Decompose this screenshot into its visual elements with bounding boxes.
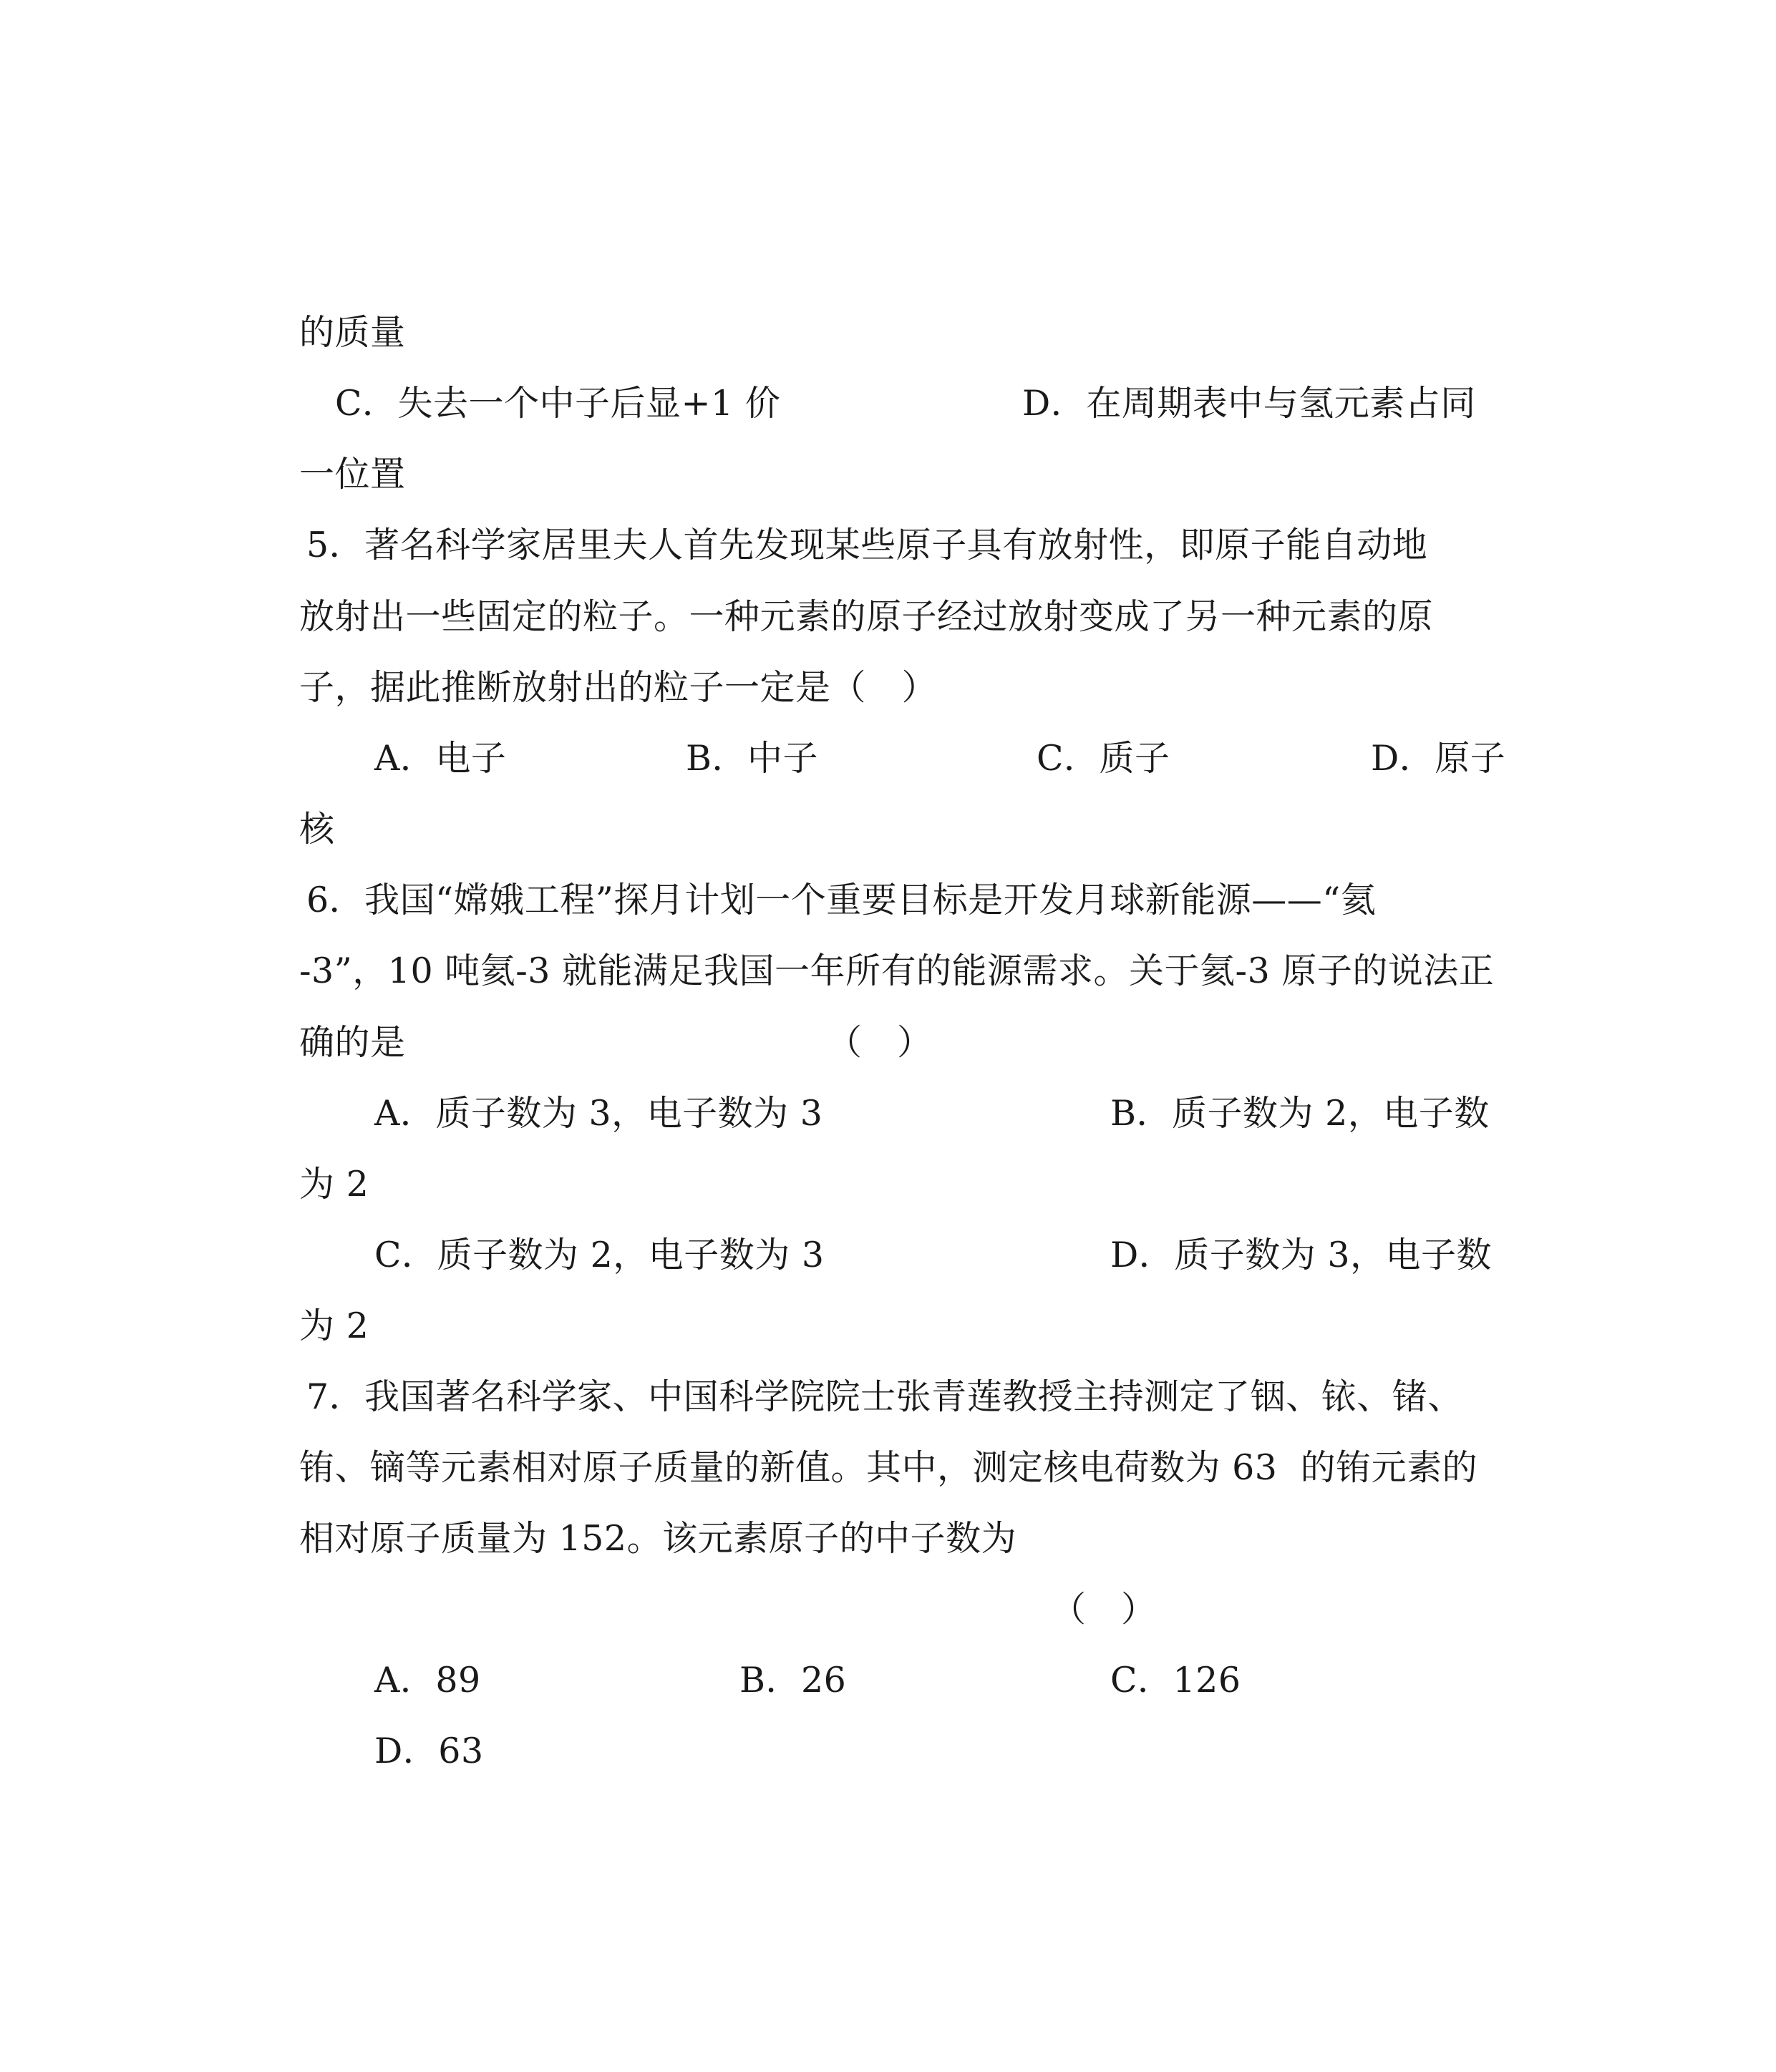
- question-5-line-1: 5．著名科学家居里夫人首先发现某些原子具有放射性，即原子能自动地: [306, 525, 1428, 565]
- question-7-line-2: 铕、镝等元素相对原子质量的新值。其中，测定核电荷数为 63 的铕元素的: [299, 1447, 1478, 1488]
- answer-blank: （ ）: [1051, 1589, 1157, 1630]
- text-line: 核: [299, 809, 335, 850]
- question-6-line-1: 6．我国“嫦娥工程”探月计划一个重要目标是开发月球新能源——“氦: [306, 880, 1377, 920]
- option-b: B．中子: [686, 738, 819, 779]
- option-d: D．63: [374, 1731, 484, 1771]
- question-7-line-1: 7．我国著名科学家、中国科学院院士张青莲教授主持测定了铟、铱、锗、: [306, 1376, 1463, 1417]
- answer-blank: （ ）: [827, 1022, 933, 1063]
- option-a: A．电子: [374, 738, 507, 779]
- option-d: D．在周期表中与氢元素占同: [1022, 383, 1476, 424]
- option-b: B．质子数为 2，电子数: [1110, 1093, 1490, 1134]
- option-b: B．26: [739, 1660, 847, 1701]
- question-5-line-2: 放射出一些固定的粒子。一种元素的原子经过放射变成了另一种元素的原: [299, 596, 1434, 637]
- option-c: C．126: [1110, 1660, 1241, 1701]
- text-line: 为 2: [299, 1164, 369, 1205]
- question-5-line-3: 子，据此推断放射出的粒子一定是（ ）: [299, 667, 938, 708]
- option-a: A．89: [374, 1660, 481, 1701]
- text-line: 的质量: [299, 312, 406, 353]
- question-6-line-2: -3”，10 吨氦-3 就能满足我国一年所有的能源需求。关于氦-3 原子的说法正: [299, 950, 1495, 991]
- question-7-line-3: 相对原子质量为 152。该元素原子的中子数为: [299, 1518, 1017, 1559]
- option-c: C．质子: [1037, 738, 1170, 779]
- text-line: 一位置: [299, 454, 406, 495]
- option-d: D．原子: [1371, 738, 1506, 779]
- option-d: D．质子数为 3，电子数: [1110, 1235, 1493, 1275]
- option-a: A．质子数为 3，电子数为 3: [374, 1093, 823, 1134]
- text-line: 为 2: [299, 1305, 369, 1346]
- question-6-line-3: 确的是: [299, 1022, 406, 1063]
- option-c: C．失去一个中子后显+1 价: [335, 383, 781, 424]
- option-c: C．质子数为 2，电子数为 3: [374, 1235, 825, 1275]
